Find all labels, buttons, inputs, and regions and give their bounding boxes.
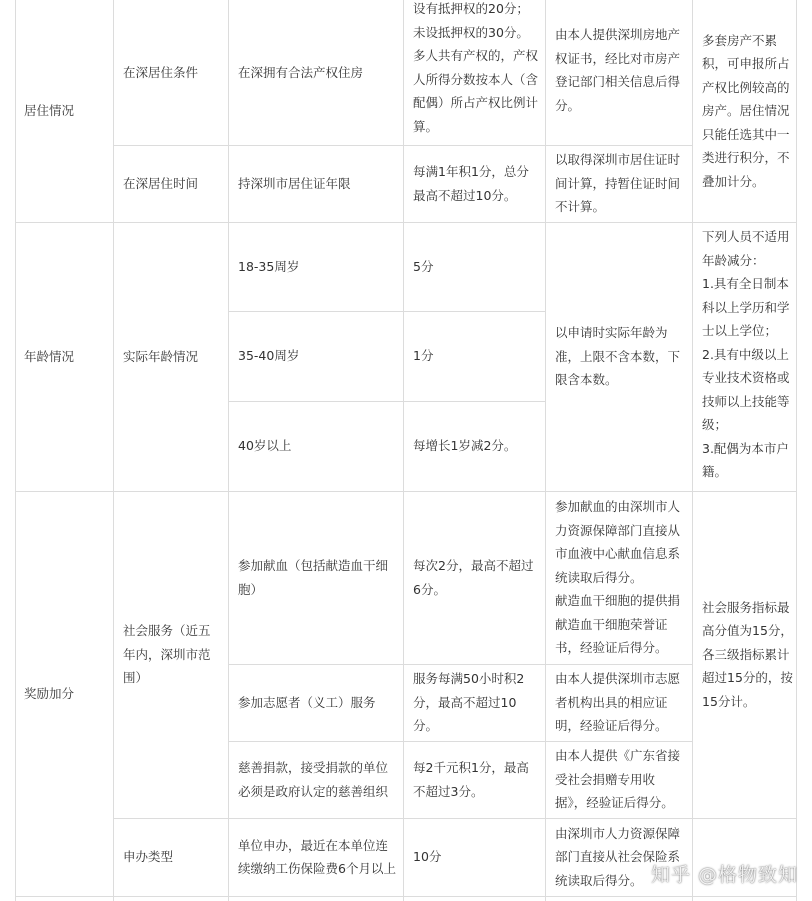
category-residence: 居住情况 — [24, 103, 75, 119]
application-type-proof: 由深圳市人力资源保障 部门直接从社会保险系 统读取后得分。 — [555, 825, 681, 888]
residence-time-proof: 以取得深圳市居住证时 间计算，持暂住证时间 不计算。 — [555, 152, 681, 215]
blood-donation-score: 每次2分，最高不超过 6分。 — [413, 558, 534, 597]
age-label: 实际年龄情况 — [123, 348, 199, 364]
column-divider — [692, 0, 693, 901]
residence-time-label: 在深居住时间 — [123, 175, 199, 191]
age-proof: 以申请时实际年龄为 准，上限不含本数，下 限含本数。 — [555, 325, 681, 388]
application-type-score: 10分 — [413, 849, 442, 865]
application-type-item: 单位申办，最近在本单位连 续缴纳工伤保险费6个月以上 — [238, 837, 396, 876]
blood-donation-proof: 参加献血的由深圳市人 力资源保障部门直接从 市血液中心献血信息系 统读取后得分。 献造血干细胞的提供捐 献造血干细胞荣誉证 书，经验证后得分。 — [555, 499, 681, 656]
volunteer-item: 参加志愿者（义工）服务 — [238, 694, 376, 710]
age-note: 下列人员不适用 年龄减分： 1.具有全日制本 科以上学历和学 士以上学位； 2.具有中级以上 专业技术资格或 技师以上技能等 级； 3.配偶为本市户 籍。 — [702, 229, 790, 479]
residence-time-item: 持深圳市居住证年限 — [238, 175, 351, 191]
table-border-right — [796, 0, 797, 901]
table-border-left — [15, 0, 16, 901]
zhihu-watermark: 知乎 @格物致知 — [650, 864, 798, 886]
volunteer-proof: 由本人提供深圳市志愿 者机构出具的相应证 明，经验证后得分。 — [555, 671, 681, 734]
application-type-label: 申办类型 — [123, 849, 174, 865]
social-service-label: 社会服务（近五 年内，深圳市范 围） — [123, 623, 211, 686]
age-range-3: 40岁以上 — [238, 438, 292, 454]
charity-item: 慈善捐款，接受捐款的单位 必须是政府认定的慈善组织 — [238, 760, 389, 799]
residence-condition-score: 设有抵押权的20分； 未设抵押权的30分。 多人共有产权的，产权 人所得分数按本人（含 配偶）所占产权比例计 算。 — [413, 1, 539, 134]
charity-proof: 由本人提供《广东省接 受社会捐赠专用收 据》，经验证后得分。 — [555, 748, 681, 811]
column-divider — [113, 0, 114, 901]
residence-condition-proof: 由本人提供深圳房地产 权证书，经比对市房产 登记部门相关信息后得 分。 — [555, 27, 681, 113]
residence-condition-item: 在深拥有合法产权住房 — [238, 64, 364, 80]
blood-donation-item: 参加献血（包括献造血干细 胞） — [238, 558, 389, 597]
social-service-note: 社会服务指标最 高分值为15分， 各三级指标累计 超过15分的，按 15分计。 — [702, 599, 793, 709]
column-divider — [545, 0, 546, 901]
age-range-2: 35-40周岁 — [238, 348, 300, 364]
age-score-1: 5分 — [413, 258, 434, 274]
age-range-1: 18-35周岁 — [238, 258, 300, 274]
row-divider — [15, 896, 796, 897]
age-score-2: 1分 — [413, 348, 434, 364]
column-divider — [228, 0, 229, 901]
category-age: 年龄情况 — [24, 348, 75, 364]
volunteer-score: 服务每满50小时积2 分，最高不超过10 分。 — [413, 671, 525, 734]
category-reward: 奖励加分 — [24, 685, 75, 701]
column-divider — [403, 0, 404, 901]
residence-note: 多套房产不累 积，可申报所占 产权比例较高的 房产。居住情况 只能任选其中一 类进行积分，不 叠加计分。 — [702, 32, 790, 189]
age-score-3: 每增长1岁减2分。 — [413, 438, 517, 454]
residence-time-score: 每满1年积1分，总分 最高不超过10分。 — [413, 164, 529, 203]
residence-condition-label: 在深居住条件 — [123, 64, 199, 80]
charity-score: 每2千元积1分，最高 不超过3分。 — [413, 760, 529, 799]
